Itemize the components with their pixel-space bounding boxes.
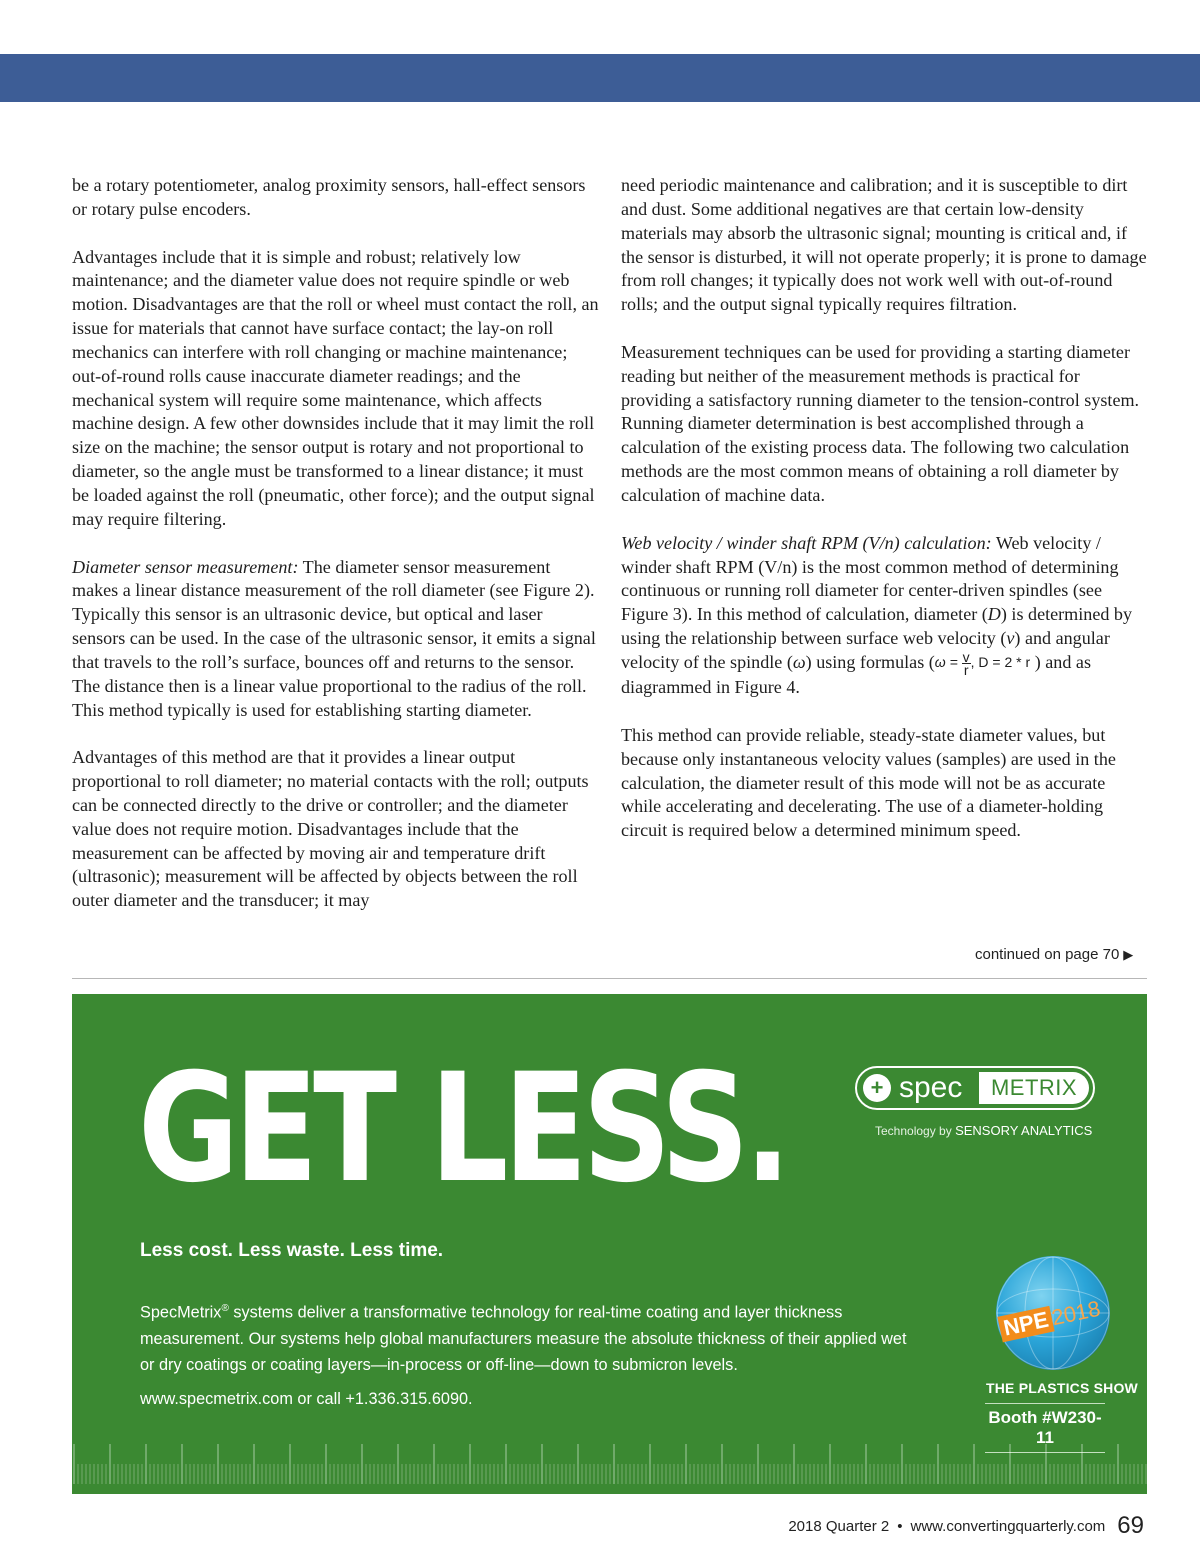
specmetrix-advertisement[interactable]	[72, 994, 1147, 1494]
logo-metrix-text: METRIX	[979, 1072, 1089, 1104]
page-number: 69	[1117, 1512, 1144, 1539]
paragraph-maintenance: need periodic maintenance and calibration; and it is susceptible to dirt and dust. Some additional negatives are that certain low-density materials may absorb the ultrasonic signal; mounting is critical and, if the sensor is disturbed, it will not operate properly; it is prone to damage from roll changes; it typically does not work well with out-of-round rolls; and the output signal typically requires filtration.	[621, 175, 1147, 315]
npe-year: 2018	[1049, 1295, 1103, 1331]
crosshair-icon: +	[863, 1074, 891, 1102]
issue-label: 2018 Quarter 2	[788, 1518, 890, 1535]
paragraph-diameter-sensor	[72, 556, 600, 723]
tagline-brand: SENSORY ANALYTICS	[955, 1123, 1093, 1138]
specmetrix-logo	[855, 1066, 1095, 1110]
paragraph-text: ) and angular velocity of the spindle (	[621, 628, 1110, 672]
subsection-lead: Diameter sensor measurement:	[72, 556, 299, 577]
logo-spec-text: spec	[899, 1071, 963, 1104]
ad-body-text: systems deliver a transformative technology for real-time coating and layer thickness measurement. Our systems help global manufacturers measure the absolute thickness of their applied wet or dry coatings or coating layers—in-process or off-line—down to submicron levels.	[140, 1303, 907, 1375]
footer-url[interactable]: www.convertingquarterly.com	[910, 1518, 1106, 1535]
paragraph-text: ) is determined by using the relationship between surface web velocity (	[621, 604, 1133, 649]
header-color-bar	[0, 54, 1200, 102]
show-name: THE PLASTICS SHOW	[986, 1380, 1138, 1396]
logo-tagline	[875, 1123, 1092, 1138]
symbol-omega: ω	[792, 651, 806, 672]
paragraph-measurement-techniques: Measurement techniques can be used for providing a starting diameter reading but neither of the measurement methods is practical for providing a satisfactory running diameter to the tension-control system. Running diameter determination is best accomplished through a calculation of the existing process data. The following two calculation methods are the most common means of obtaining a roll diameter by calculation of machine data.	[621, 341, 1140, 505]
divider	[72, 978, 1147, 979]
ad-contact[interactable]: www.specmetrix.com or call +1.336.315.6090.	[140, 1390, 473, 1408]
subsection-lead: Web velocity / winder shaft RPM (V/n) calculation:	[621, 532, 992, 553]
paragraph-sensor-types: be a rotary potentiometer, analog proximity sensors, hall-effect sensors or rotary pulse encoders.	[72, 175, 586, 219]
formula-denominator: r	[963, 662, 969, 679]
paragraph-web-velocity	[621, 532, 1149, 700]
ad-body	[140, 1296, 920, 1379]
paragraph-text: ) and as diagrammed in Figure 4.	[621, 651, 1091, 698]
formula-rest: , D = 2 * r	[970, 654, 1031, 671]
triangle-right-icon: ▶	[1123, 947, 1134, 962]
page-footer	[788, 1512, 1144, 1540]
continued-link[interactable]	[975, 946, 1133, 963]
paragraph-text: Web velocity / winder shaft RPM (V/n) is the most common method of determining continuous or running roll diameter for center-driven spindles (see Figure 3). In this method of calculation, diameter (	[621, 532, 1119, 625]
formula	[934, 649, 1031, 679]
formula-numerator: v	[962, 649, 970, 666]
tagline-prefix: Technology by	[875, 1124, 956, 1138]
npe-tag: NPE	[997, 1306, 1054, 1343]
formula-omega: ω =	[934, 654, 958, 671]
booth-number: Booth #W230-11	[985, 1403, 1105, 1453]
left-column	[72, 174, 600, 937]
paragraph-advantages-sensor: Advantages of this method are that it provides a linear output proportional to roll diameter; no material contacts with the roll; outputs can be connected directly to the drive or controller; and the diameter value does not require motion. Disadvantages include that the measurement can be affected by moving air and temperature drift (ultrasonic); measurement will be affected by objects between the roll outer diameter and the transducer; it may	[72, 747, 589, 911]
paragraph-text: The diameter sensor measurement makes a linear distance measurement of the roll diameter (see Figure 2). Typically this sensor is an ultrasonic device, but optical and laser sensors can be used. In the case of the ultrasonic sensor, it emits a signal that travels to the roll’s surface, bounces off and returns to the sensor. The distance then is a linear value proportional to the radius of the roll. This method typically is used for establishing starting diameter.	[72, 556, 596, 720]
symbol-v: v	[1006, 628, 1015, 649]
ad-brand: SpecMetrix	[140, 1303, 222, 1322]
ad-headline: GET LESS.	[138, 1042, 787, 1216]
paragraph-text: ) using formulas (	[805, 651, 935, 672]
ad-subhead: Less cost. Less waste. Less time.	[140, 1240, 444, 1261]
bullet-separator: •	[897, 1518, 903, 1535]
symbol-d: D	[987, 604, 1001, 625]
paragraph-advantages-roll: Advantages include that it is simple and robust; relatively low maintenance; and the diameter value does not require spindle or web motion. Disadvantages are that the roll or wheel must contact the roll, an issue for materials that cannot have surface contact; the lay-on roll mechanics can interfere with roll changing or machine maintenance; out-of-round rolls cause inaccurate diameter readings; and the mechanical system will require some maintenance, which affects machine design. A few other downsides include that it may limit the roll size on the machine; the sensor output is rotary and not proportional to diameter, so the angle must be transformed to a linear distance; it must be loaded against the roll (pneumatic, other force); and the output signal may require filtering.	[72, 246, 599, 529]
paragraph-steady-state: This method can provide reliable, steady-state diameter values, but because only instantaneous velocity values (samples) are used in the calculation, the diameter result of this mode will not be as accurate while accelerating and decelerating. The use of a diameter-holding circuit is required below a determined minimum speed.	[621, 724, 1116, 841]
formula-fraction	[962, 649, 971, 679]
right-column	[621, 174, 1149, 867]
continued-label: continued on page 70	[975, 946, 1120, 963]
registered-mark: ®	[221, 1303, 229, 1314]
ruler-decoration	[72, 1444, 1147, 1494]
